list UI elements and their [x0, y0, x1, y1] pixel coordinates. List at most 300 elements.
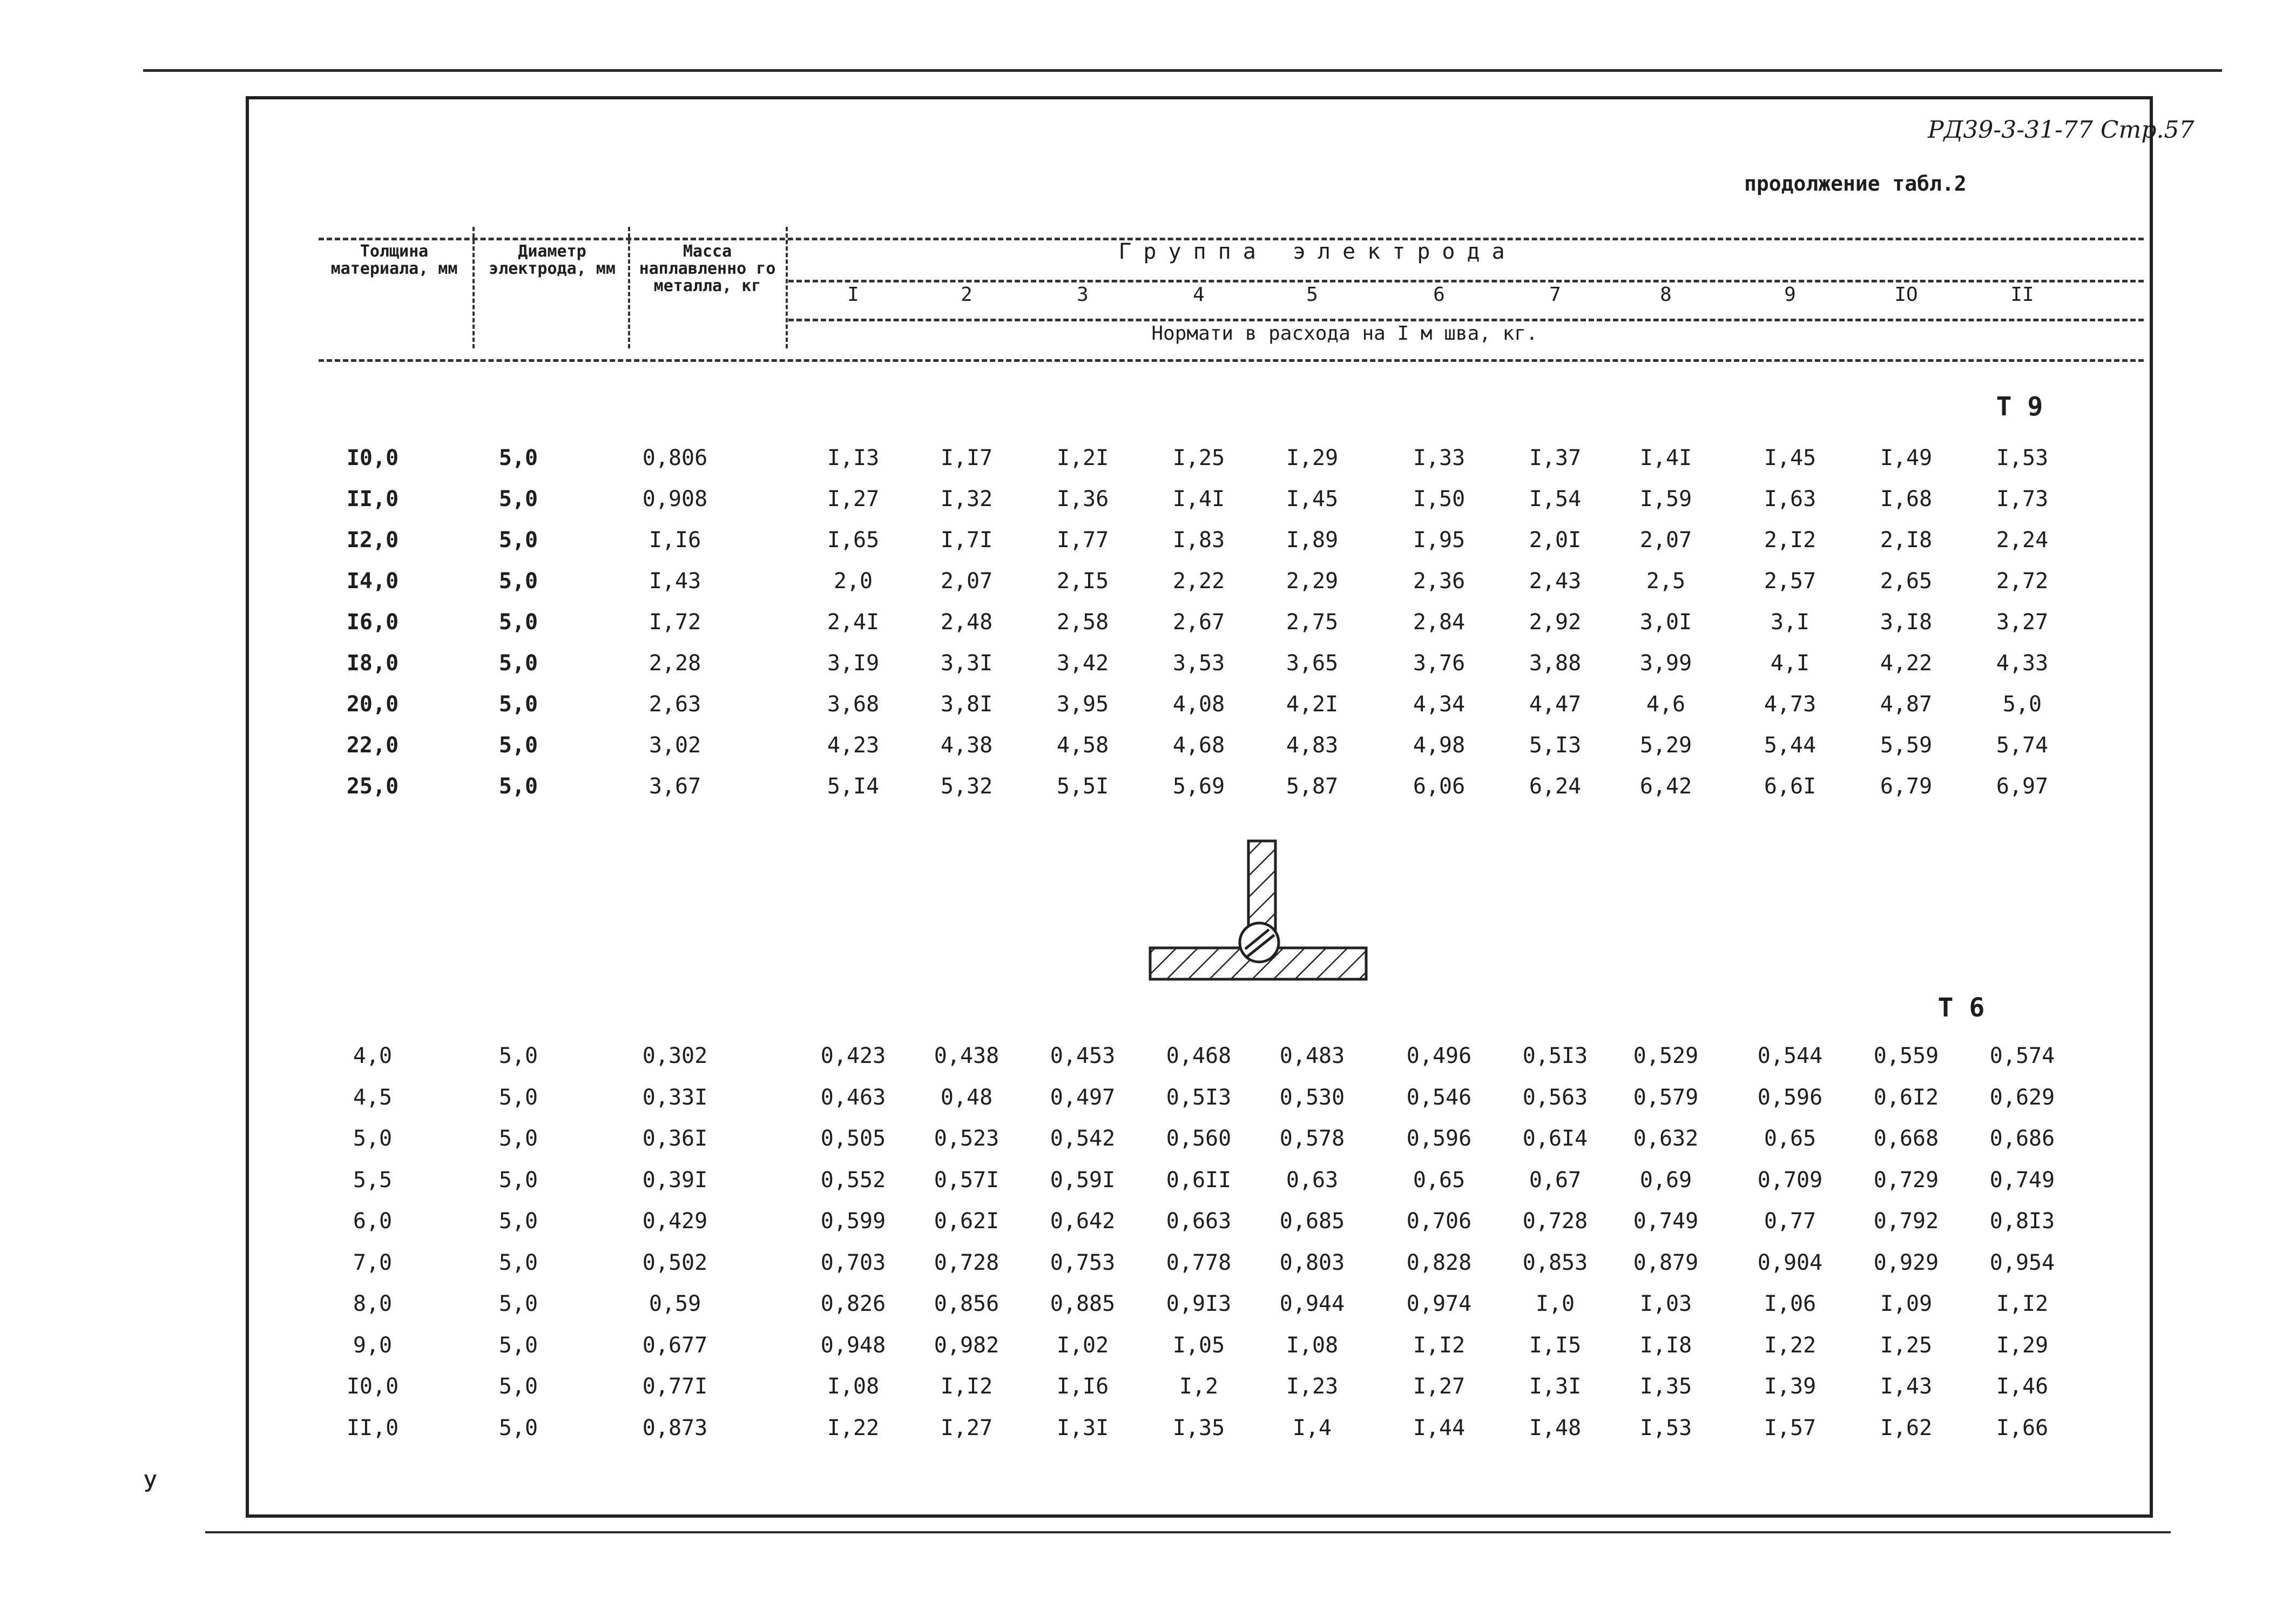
mass-cell: 0,77I — [642, 1374, 708, 1399]
thickness-cell: 7,0 — [353, 1250, 393, 1275]
header-diameter: Диаметр электрода, мм — [489, 242, 616, 278]
norm-cell: 2,24 — [1996, 528, 2049, 553]
table-row — [0, 528, 2296, 560]
group-number: IO — [1894, 284, 1918, 306]
norm-cell: 6,79 — [1880, 774, 1933, 799]
norm-cell: 4,34 — [1413, 692, 1466, 717]
group-number: 3 — [1077, 284, 1089, 306]
norm-cell: 0,542 — [1050, 1126, 1116, 1151]
norm-cell: I,89 — [1286, 528, 1339, 553]
thickness-cell: I8,0 — [346, 651, 399, 676]
norm-cell: I,23 — [1286, 1374, 1339, 1399]
diameter-cell: 5,0 — [498, 446, 538, 470]
norm-cell: 4,I — [1770, 651, 1810, 676]
thickness-cell: I4,0 — [346, 569, 399, 594]
norm-cell: I,35 — [1639, 1374, 1692, 1399]
norm-cell: I,I6 — [1056, 1374, 1109, 1399]
norm-cell: I,68 — [1880, 487, 1933, 511]
table-row — [0, 487, 2296, 519]
norm-cell: 4,38 — [940, 733, 993, 758]
norm-cell: 4,08 — [1172, 692, 1225, 717]
norm-cell: 0,803 — [1279, 1250, 1345, 1275]
norm-cell: I,29 — [1286, 446, 1339, 470]
norm-cell: 2,48 — [940, 610, 993, 635]
norm-cell: 0,596 — [1406, 1126, 1472, 1151]
norm-cell: I,03 — [1639, 1291, 1692, 1316]
table-row — [0, 1291, 2296, 1324]
norm-cell: I,I2 — [1413, 1332, 1466, 1358]
norm-cell: 3,88 — [1529, 651, 1582, 676]
diameter-cell: 5,0 — [498, 610, 538, 635]
norm-cell: 2,36 — [1413, 569, 1466, 594]
norm-cell: 4,68 — [1172, 733, 1225, 758]
norm-cell: 0,663 — [1166, 1209, 1232, 1234]
norm-cell: 5,59 — [1880, 733, 1933, 758]
norm-cell: I,02 — [1056, 1332, 1109, 1358]
norm-cell: 2,22 — [1172, 569, 1225, 594]
table-row — [0, 446, 2296, 478]
norm-cell: 0,826 — [820, 1291, 886, 1316]
norm-cell: 0,642 — [1050, 1209, 1116, 1234]
thickness-cell: II,0 — [346, 1415, 399, 1440]
norm-cell: 0,828 — [1406, 1250, 1472, 1275]
norm-cell: 0,48 — [940, 1085, 993, 1110]
norm-cell: 0,559 — [1873, 1043, 1939, 1068]
mass-cell: I,I6 — [649, 528, 701, 553]
thickness-cell: II,0 — [346, 487, 399, 511]
norm-cell: 2,43 — [1529, 569, 1582, 594]
norm-cell: 0,6I4 — [1522, 1126, 1588, 1151]
thickness-cell: I6,0 — [346, 610, 399, 635]
norm-cell: 3,I8 — [1880, 610, 1933, 635]
norm-cell: I,27 — [827, 487, 880, 511]
norm-cell: 0,706 — [1406, 1209, 1472, 1234]
diameter-cell: 5,0 — [498, 692, 538, 717]
norm-cell: 0,438 — [934, 1043, 1000, 1068]
norm-cell: 0,62I — [934, 1209, 1000, 1234]
norm-cell: 5,29 — [1639, 733, 1692, 758]
norm-cell: 5,32 — [940, 774, 993, 799]
norm-cell: 0,668 — [1873, 1126, 1939, 1151]
table-row — [0, 692, 2296, 724]
norm-cell: 2,72 — [1996, 569, 2049, 594]
norm-cell: I,08 — [1286, 1332, 1339, 1358]
norm-cell: 0,856 — [934, 1291, 1000, 1316]
norm-cell: I,I2 — [940, 1374, 993, 1399]
norm-cell: 3,27 — [1996, 610, 2049, 635]
norm-cell: 4,2I — [1286, 692, 1339, 717]
mass-cell: 0,873 — [642, 1415, 708, 1440]
group-number: II — [2010, 284, 2034, 306]
mass-cell: I,43 — [649, 569, 701, 594]
mass-cell: 0,677 — [642, 1332, 708, 1358]
norm-cell: I,32 — [940, 487, 993, 511]
norm-cell: 0,59I — [1050, 1167, 1116, 1193]
group-number: 9 — [1784, 284, 1796, 306]
table-row — [0, 610, 2296, 642]
norm-cell: 0,563 — [1522, 1085, 1588, 1110]
section-label-t6: Т 6 — [1937, 993, 1985, 1023]
norm-cell: 5,I4 — [827, 774, 880, 799]
header-separator-1 — [472, 227, 475, 348]
mass-cell: I,72 — [649, 610, 701, 635]
norm-cell: I,09 — [1880, 1291, 1933, 1316]
table-row — [0, 1085, 2296, 1117]
norm-cell: 2,75 — [1286, 610, 1339, 635]
norm-cell: 0,468 — [1166, 1043, 1232, 1068]
thickness-cell: I0,0 — [346, 1374, 399, 1399]
norm-cell: 4,33 — [1996, 651, 2049, 676]
norm-cell: I,65 — [827, 528, 880, 553]
norm-cell: I,57 — [1764, 1415, 1816, 1440]
table-row — [0, 1043, 2296, 1076]
mass-cell: 0,39I — [642, 1167, 708, 1193]
norm-cell: 3,95 — [1056, 692, 1109, 717]
header-thickness: Толщина материала, мм — [330, 242, 458, 278]
t-joint-weld-diagram — [1139, 834, 1372, 996]
norm-cell: 0,5I3 — [1166, 1085, 1232, 1110]
norm-cell: 0,77 — [1764, 1209, 1816, 1234]
norm-cell: I,73 — [1996, 487, 2049, 511]
diameter-cell: 5,0 — [498, 1126, 538, 1151]
thickness-cell: 6,0 — [353, 1209, 393, 1234]
table-row — [0, 1209, 2296, 1241]
diameter-cell: 5,0 — [498, 487, 538, 511]
diameter-cell: 5,0 — [498, 774, 538, 799]
norm-cell: I,63 — [1764, 487, 1816, 511]
norm-cell: 5,0 — [2002, 692, 2042, 717]
header-rule-2 — [788, 280, 2144, 282]
norm-cell: 0,904 — [1757, 1250, 1823, 1275]
margin-mark: У — [143, 1470, 158, 1498]
norm-cell: 0,6I2 — [1873, 1085, 1939, 1110]
norm-cell: I,33 — [1413, 446, 1466, 470]
norm-cell: I,05 — [1172, 1332, 1225, 1358]
header-rule-bottom — [319, 359, 2144, 362]
norm-cell: 2,29 — [1286, 569, 1339, 594]
norm-cell: I,4I — [1639, 446, 1692, 470]
norm-cell: 0,544 — [1757, 1043, 1823, 1068]
norm-cell: 0,453 — [1050, 1043, 1116, 1068]
norm-cell: 3,53 — [1172, 651, 1225, 676]
table-row — [0, 1374, 2296, 1406]
thickness-cell: 20,0 — [346, 692, 399, 717]
norm-cell: 0,65 — [1764, 1126, 1816, 1151]
norm-cell: 3,I9 — [827, 651, 880, 676]
thickness-cell: I2,0 — [346, 528, 399, 553]
norm-cell: 0,463 — [820, 1085, 886, 1110]
norm-cell: 0,57I — [934, 1167, 1000, 1193]
group-number: 7 — [1549, 284, 1561, 306]
diameter-cell: 5,0 — [498, 1167, 538, 1193]
norm-cell: 3,65 — [1286, 651, 1339, 676]
norm-cell: 0,497 — [1050, 1085, 1116, 1110]
norm-cell: 2,5 — [1646, 569, 1686, 594]
norm-cell: 0,483 — [1279, 1043, 1345, 1068]
norm-cell: I,3I — [1529, 1374, 1582, 1399]
norm-cell: I,39 — [1764, 1374, 1816, 1399]
header-mass: Масса наплавленно го металла, кг — [639, 242, 776, 295]
norm-cell: I,53 — [1996, 446, 2049, 470]
sheet-edge-top — [143, 69, 2222, 72]
norm-cell: 4,6 — [1646, 692, 1686, 717]
mass-cell: 0,429 — [642, 1209, 708, 1234]
norm-cell: 2,07 — [940, 569, 993, 594]
norm-cell: 0,546 — [1406, 1085, 1472, 1110]
norm-cell: 0,728 — [934, 1250, 1000, 1275]
norm-cell: 0,885 — [1050, 1291, 1116, 1316]
group-number: 5 — [1306, 284, 1318, 306]
norm-cell: 0,9I3 — [1166, 1291, 1232, 1316]
norm-cell: 2,07 — [1639, 528, 1692, 553]
sheet-edge-bottom — [205, 1531, 2171, 1533]
header-separator-2 — [628, 227, 630, 348]
norm-cell: 5,74 — [1996, 733, 2049, 758]
header-group: Группа электрода — [1118, 239, 1517, 264]
table-row — [0, 733, 2296, 765]
mass-cell: 3,67 — [649, 774, 701, 799]
norm-cell: 0,853 — [1522, 1250, 1588, 1275]
norm-cell: I,27 — [1413, 1374, 1466, 1399]
table-row — [0, 1126, 2296, 1159]
norm-cell: 0,67 — [1529, 1167, 1582, 1193]
norm-cell: 5,5I — [1056, 774, 1109, 799]
mass-cell: 0,806 — [642, 446, 708, 470]
mass-cell: 0,302 — [642, 1043, 708, 1068]
norm-cell: 2,65 — [1880, 569, 1933, 594]
norm-cell: I,45 — [1286, 487, 1339, 511]
norm-cell: I,77 — [1056, 528, 1109, 553]
mass-cell: 2,28 — [649, 651, 701, 676]
norm-cell: 0,728 — [1522, 1209, 1588, 1234]
norm-cell: 0,879 — [1633, 1250, 1699, 1275]
norm-cell: I,36 — [1056, 487, 1109, 511]
thickness-cell: 4,5 — [353, 1085, 393, 1110]
norm-cell: I,7I — [940, 528, 993, 553]
mass-cell: 0,33I — [642, 1085, 708, 1110]
norm-cell: 6,6I — [1764, 774, 1816, 799]
norm-cell: I,44 — [1413, 1415, 1466, 1440]
thickness-cell: I0,0 — [346, 446, 399, 470]
norm-cell: I,2 — [1179, 1374, 1219, 1399]
thickness-cell: 5,5 — [353, 1167, 393, 1193]
norm-cell: 6,24 — [1529, 774, 1582, 799]
norm-cell: 0,69 — [1639, 1167, 1692, 1193]
norm-cell: I,54 — [1529, 487, 1582, 511]
norm-cell: 0,729 — [1873, 1167, 1939, 1193]
norm-cell: I,83 — [1172, 528, 1225, 553]
norm-cell: 0,944 — [1279, 1291, 1345, 1316]
norm-cell: I,22 — [1764, 1332, 1816, 1358]
diameter-cell: 5,0 — [498, 528, 538, 553]
norm-cell: I,27 — [940, 1415, 993, 1440]
norm-cell: I,25 — [1172, 446, 1225, 470]
norm-cell: I,43 — [1880, 1374, 1933, 1399]
norm-cell: 0,560 — [1166, 1126, 1232, 1151]
norm-cell: 0,65 — [1413, 1167, 1466, 1193]
norm-cell: 4,23 — [827, 733, 880, 758]
norm-cell: I,I3 — [827, 446, 880, 470]
norm-cell: I,45 — [1764, 446, 1816, 470]
norm-cell: 4,47 — [1529, 692, 1582, 717]
norm-cell: I,48 — [1529, 1415, 1582, 1440]
thickness-cell: 9,0 — [353, 1332, 393, 1358]
norm-cell: 4,87 — [1880, 692, 1933, 717]
norm-cell: I,4 — [1292, 1415, 1332, 1440]
norm-cell: 3,8I — [940, 692, 993, 717]
mass-cell: 0,502 — [642, 1250, 708, 1275]
diameter-cell: 5,0 — [498, 651, 538, 676]
group-number: 2 — [961, 284, 973, 306]
mass-cell: 0,59 — [649, 1291, 701, 1316]
header-rule-3 — [788, 319, 2144, 321]
norm-cell: 0,579 — [1633, 1085, 1699, 1110]
diameter-cell: 5,0 — [498, 1043, 538, 1068]
norm-cell: 0,423 — [820, 1043, 886, 1068]
norm-cell: I,46 — [1996, 1374, 2049, 1399]
diameter-cell: 5,0 — [498, 1291, 538, 1316]
norm-cell: I,66 — [1996, 1415, 2049, 1440]
diameter-cell: 5,0 — [498, 1209, 538, 1234]
norm-cell: 0,685 — [1279, 1209, 1345, 1234]
table-row — [0, 1250, 2296, 1283]
norm-cell: 2,58 — [1056, 610, 1109, 635]
norm-cell: 0,5I3 — [1522, 1043, 1588, 1068]
norm-cell: 2,84 — [1413, 610, 1466, 635]
norm-cell: 0,632 — [1633, 1126, 1699, 1151]
norm-cell: 2,92 — [1529, 610, 1582, 635]
norm-cell: 3,76 — [1413, 651, 1466, 676]
norm-cell: 0,552 — [820, 1167, 886, 1193]
norm-cell: 5,87 — [1286, 774, 1339, 799]
norm-cell: 4,83 — [1286, 733, 1339, 758]
norm-cell: I,53 — [1639, 1415, 1692, 1440]
header-norms: Нормати в расхода на I м шва, кг. — [1151, 322, 1538, 345]
diameter-cell: 5,0 — [498, 1332, 538, 1358]
norm-cell: 0,530 — [1279, 1085, 1345, 1110]
norm-cell: 0,974 — [1406, 1291, 1472, 1316]
header-separator-3 — [786, 227, 788, 348]
thickness-cell: 4,0 — [353, 1043, 393, 1068]
norm-cell: I,I5 — [1529, 1332, 1582, 1358]
norm-cell: 0,749 — [1989, 1167, 2055, 1193]
table-row — [0, 1333, 2296, 1365]
norm-cell: 3,0I — [1639, 610, 1692, 635]
norm-cell: 5,I3 — [1529, 733, 1582, 758]
norm-cell: 2,57 — [1764, 569, 1816, 594]
norm-cell: I,3I — [1056, 1415, 1109, 1440]
norm-cell: 4,58 — [1056, 733, 1109, 758]
norm-cell: 4,73 — [1764, 692, 1816, 717]
diameter-cell: 5,0 — [498, 1415, 538, 1440]
norm-cell: 3,68 — [827, 692, 880, 717]
norm-cell: 2,67 — [1172, 610, 1225, 635]
norm-cell: 0,8I3 — [1989, 1209, 2055, 1234]
norm-cell: I,59 — [1639, 487, 1692, 511]
table-row — [0, 1416, 2296, 1448]
norm-cell: 0,753 — [1050, 1250, 1116, 1275]
norm-cell: I,2I — [1056, 446, 1109, 470]
norm-cell: 0,63 — [1286, 1167, 1339, 1193]
norm-cell: 0,529 — [1633, 1043, 1699, 1068]
norm-cell: 0,778 — [1166, 1250, 1232, 1275]
mass-cell: 2,63 — [649, 692, 701, 717]
norm-cell: 0,496 — [1406, 1043, 1472, 1068]
mass-cell: 3,02 — [649, 733, 701, 758]
group-number: 6 — [1433, 284, 1445, 306]
norm-cell: 0,686 — [1989, 1126, 2055, 1151]
table-row — [0, 1168, 2296, 1200]
norm-cell: I,95 — [1413, 528, 1466, 553]
norm-cell: I,37 — [1529, 446, 1582, 470]
thickness-cell: 22,0 — [346, 733, 399, 758]
norm-cell: 3,42 — [1056, 651, 1109, 676]
norm-cell: 0,954 — [1989, 1250, 2055, 1275]
norm-cell: 3,I — [1770, 610, 1810, 635]
norm-cell: 0,578 — [1279, 1126, 1345, 1151]
norm-cell: 0,982 — [934, 1332, 1000, 1358]
norm-cell: 0,505 — [820, 1126, 886, 1151]
norm-cell: 5,69 — [1172, 774, 1225, 799]
thickness-cell: 5,0 — [353, 1126, 393, 1151]
mass-cell: 0,36I — [642, 1126, 708, 1151]
norm-cell: I,06 — [1764, 1291, 1816, 1316]
norm-cell: 0,749 — [1633, 1209, 1699, 1234]
norm-cell: 2,0I — [1529, 528, 1582, 553]
norm-cell: 6,97 — [1996, 774, 2049, 799]
norm-cell: 0,629 — [1989, 1085, 2055, 1110]
norm-cell: I,4I — [1172, 487, 1225, 511]
table-row — [0, 774, 2296, 806]
norm-cell: 4,22 — [1880, 651, 1933, 676]
thickness-cell: 8,0 — [353, 1291, 393, 1316]
norm-cell: I,35 — [1172, 1415, 1225, 1440]
diameter-cell: 5,0 — [498, 733, 538, 758]
table-row — [0, 651, 2296, 683]
norm-cell: 0,523 — [934, 1126, 1000, 1151]
norm-cell: 3,99 — [1639, 651, 1692, 676]
norm-cell: I,49 — [1880, 446, 1933, 470]
group-number: 4 — [1193, 284, 1205, 306]
weld-bead — [1240, 923, 1279, 962]
norm-cell: 2,I2 — [1764, 528, 1816, 553]
norm-cell: I,0 — [1535, 1291, 1575, 1316]
diameter-cell: 5,0 — [498, 1085, 538, 1110]
norm-cell: 4,98 — [1413, 733, 1466, 758]
norm-cell: 0,792 — [1873, 1209, 1939, 1234]
norm-cell: 2,0 — [833, 569, 873, 594]
continuation-note: продолжение табл.2 — [1744, 172, 1967, 196]
norm-cell: 6,06 — [1413, 774, 1466, 799]
norm-cell: 2,4I — [827, 610, 880, 635]
mass-cell: 0,908 — [642, 487, 708, 511]
norm-cell: I,25 — [1880, 1332, 1933, 1358]
table-row — [0, 569, 2296, 601]
norm-cell: 0,703 — [820, 1250, 886, 1275]
norm-cell: I,I2 — [1996, 1291, 2049, 1316]
norm-cell: 3,3I — [940, 651, 993, 676]
norm-cell: 0,709 — [1757, 1167, 1823, 1193]
norm-cell: 2,I8 — [1880, 528, 1933, 553]
norm-cell: 5,44 — [1764, 733, 1816, 758]
norm-cell: 0,574 — [1989, 1043, 2055, 1068]
norm-cell: 2,I5 — [1056, 569, 1109, 594]
norm-cell: 0,948 — [820, 1332, 886, 1358]
norm-cell: I,29 — [1996, 1332, 2049, 1358]
group-number: I — [847, 284, 859, 306]
norm-cell: 0,929 — [1873, 1250, 1939, 1275]
norm-cell: 0,596 — [1757, 1085, 1823, 1110]
